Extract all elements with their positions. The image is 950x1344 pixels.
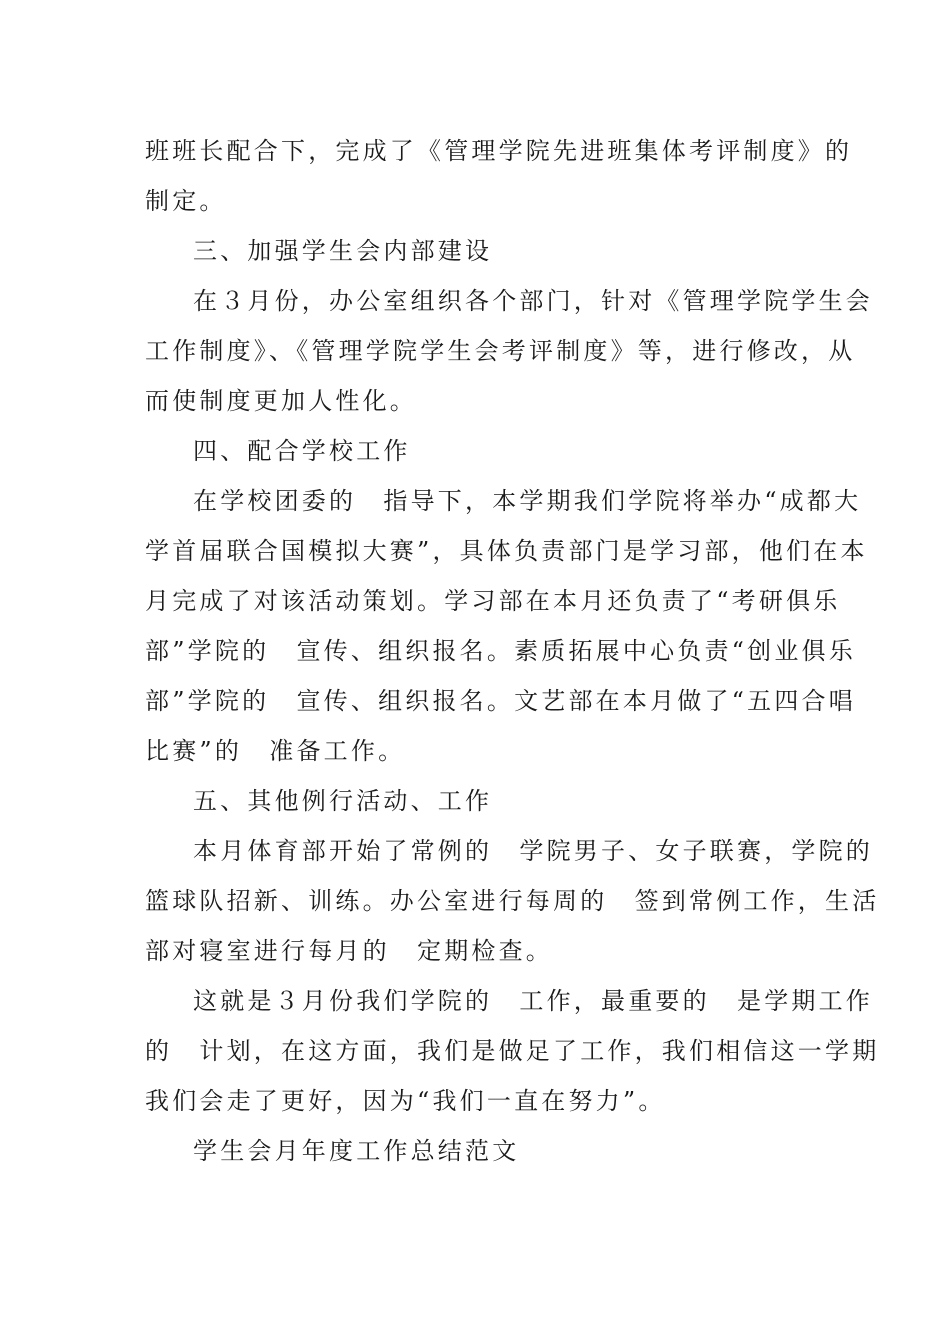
section-heading: 四、配合学校工作 [193,437,411,465]
body-text-line: 工作制度》、《管理学院学生会考评制度》等，进行修改，从 [145,337,856,365]
body-text-line: 这就是３月份我们学院的 工作，最重要的 是学期工作 [193,987,873,1015]
section-heading: 三、加强学生会内部建设 [193,237,493,265]
body-text-line: 制定。 [145,187,227,215]
body-text-line: 而使制度更加人性化。 [145,387,417,415]
body-text-line: 月完成了对该活动策划。学习部在本月还负责了“考研俱乐 [145,587,841,615]
body-text-line: 比赛”的 准备工作。 [145,737,406,765]
body-text-line: 部”学院的 宣传、组织报名。素质拓展中心负责“创业俱乐 [145,637,856,665]
document-title: 学生会月年度工作总结范文 [193,1137,520,1165]
body-text-line: 班班长配合下，完成了《管理学院先进班集体考评制度》的 [145,137,853,165]
body-text-line: 在学校团委的 指导下，本学期我们学院将举办“成都大 [193,487,862,515]
body-text-line: 部”学院的 宣传、组织报名。文艺部在本月做了“五四合唱 [145,687,856,715]
body-text-line: 的 计划，在这方面，我们是做足了工作，我们相信这一学期 [145,1037,880,1065]
body-text-line: 学首届联合国模拟大赛”，具体负责部门是学习部，他们在本 [145,537,868,565]
body-text-line: 在３月份，办公室组织各个部门，针对《管理学院学生会 [193,287,873,315]
section-heading: 五、其他例行活动、工作 [193,787,493,815]
body-text-line: 我们会走了更好，因为“我们一直在努力”。 [145,1087,666,1115]
body-text-line: 部对寝室进行每月的 定期检查。 [145,937,553,965]
body-text-line: 本月体育部开始了常例的 学院男子、女子联赛，学院的 [193,837,873,865]
body-text-line: 篮球队招新、训练。办公室进行每周的 签到常例工作，生活 [145,887,880,915]
